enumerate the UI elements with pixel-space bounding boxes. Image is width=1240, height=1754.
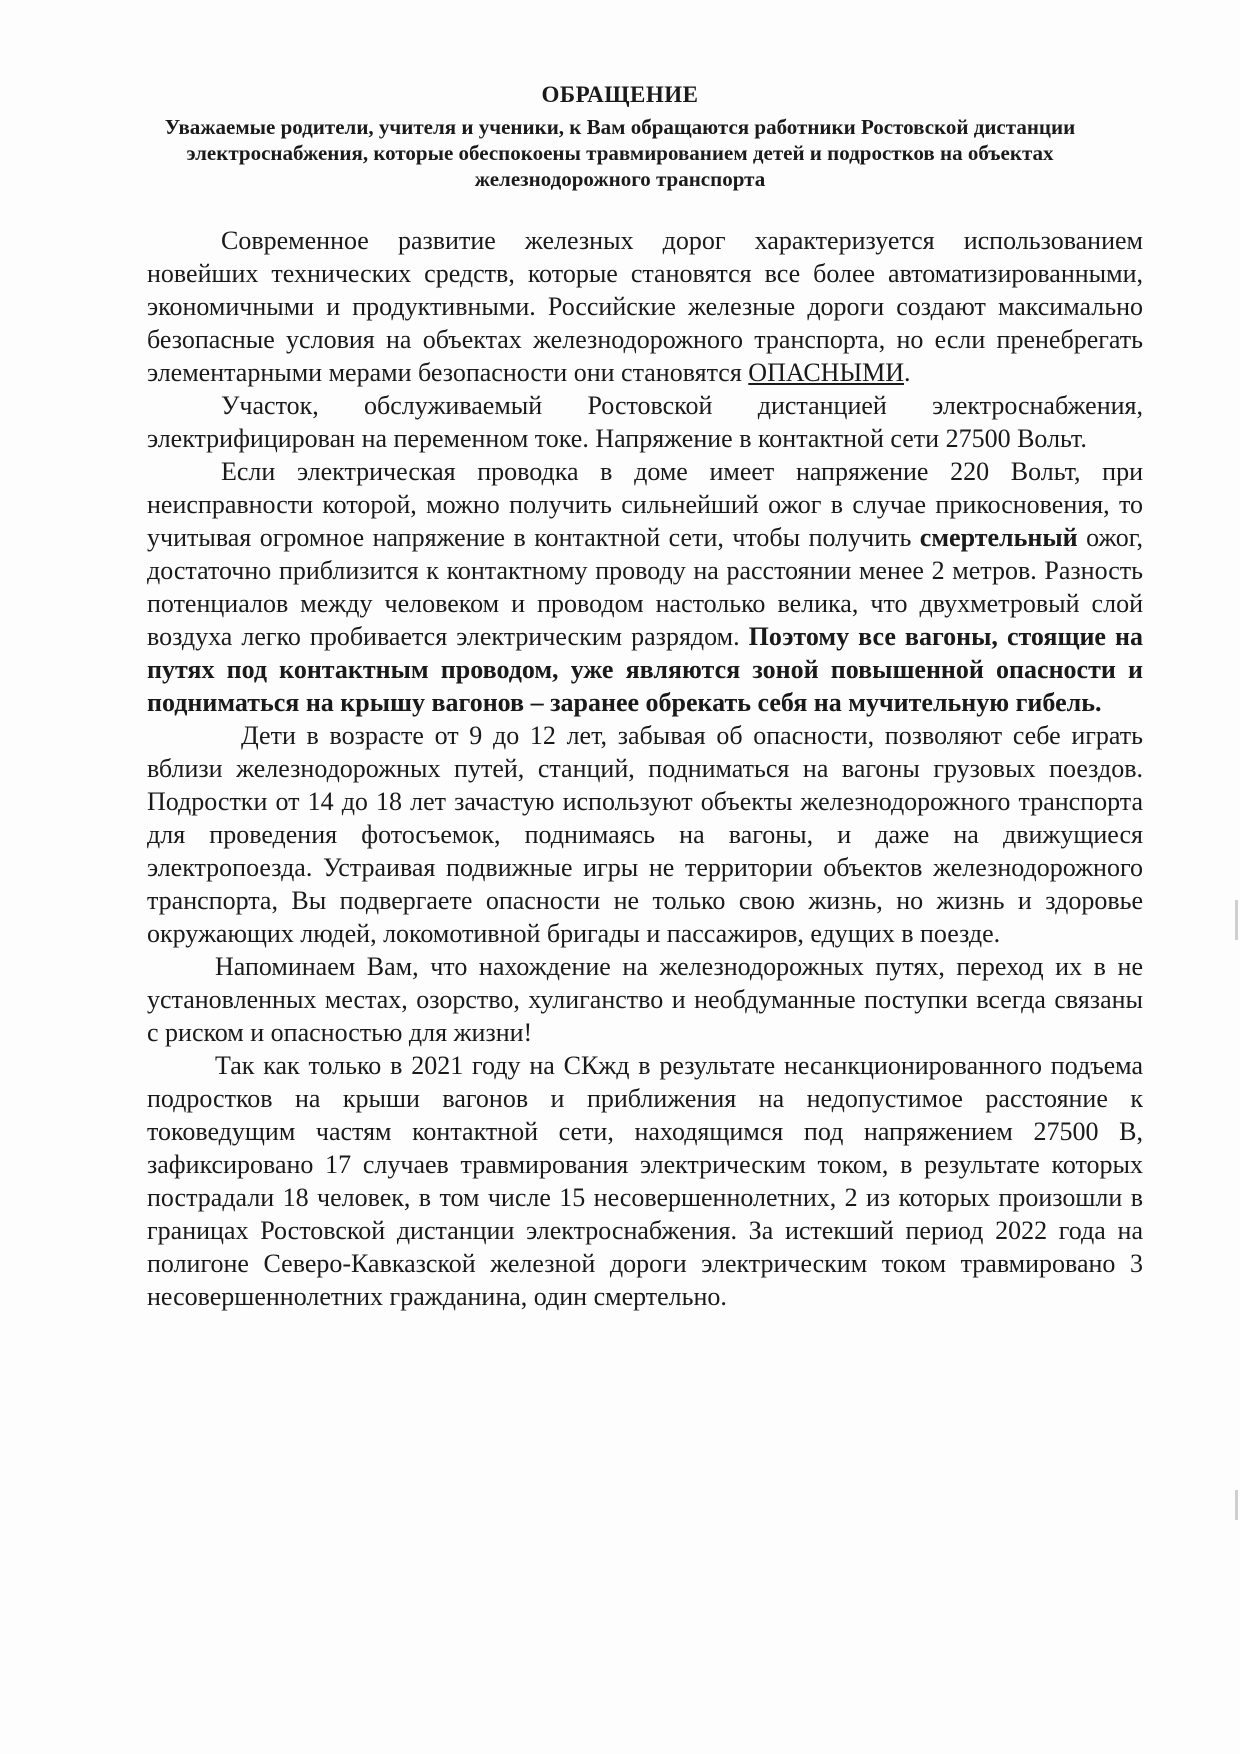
document-title: ОБРАЩЕНИЕ bbox=[541, 82, 699, 107]
paragraph-5: Напоминаем Вам, что нахождение на железнодорожных путях, переход их в не установленных местах, озорство, хулиганство и необдуманные поступки всегда связаны с риском и опасностью для жизни! bbox=[147, 952, 1143, 1047]
scan-edge-mark bbox=[1235, 900, 1238, 940]
document-body bbox=[147, 224, 1143, 1313]
underlined-dangerous-word: ОПАСНЫМИ bbox=[748, 358, 905, 387]
paragraph-3 bbox=[147, 455, 1143, 719]
paragraph-1 bbox=[147, 224, 1143, 389]
paragraph-3-middle: ожог, достаточно приблизится к контактному проводу на расстоянии менее 2 метров. Разность потенциалов между человеком и проводом настолько велика, что двухметровый слой воздуха легко пробивается электрическим разрядом. bbox=[147, 523, 1143, 651]
paragraph-1-end: . bbox=[904, 358, 911, 387]
document-subtitle: Уважаемые родители, учителя и ученики, к Вам обращаются работники Ростовской дистанции электроснабжения, которые обеспокоены травмированием детей и подростков на объектах железнодорожного транспорта bbox=[164, 115, 1076, 191]
paragraph-4: Дети в возрасте от 9 до 12 лет, забывая об опасности, позволяют себе играть вблизи железнодорожных путей, станций, подниматься на вагоны грузовых поездов. Подростки от 14 до 18 лет зачастую используют объекты железнодорожного транспорта для проведения фотосъемок, поднимаясь на вагоны, и даже на движущиеся электропоезда. Устраивая подвижные игры не территории объектов железнодорожного транспорта, Вы подвергаете опасности не только свою жизнь, но жизнь и здоровье окружающих людей, локомотивной бригады и пассажиров, едущих в поезде. bbox=[147, 721, 1143, 948]
bold-deadly-word: смертельный bbox=[919, 523, 1078, 552]
paragraph-1-text: Современное развитие железных дорог характеризуется использованием новейших технических средств, которые становятся все более автоматизированными, экономичными и продуктивными. Российские железные дороги создают максимально безопасные условия на объектах железнодорожного транспорта, но если пренебрегать элементарными мерами безопасности они становятся bbox=[147, 226, 1143, 387]
scan-edge-mark bbox=[1235, 1490, 1238, 1520]
paragraph-6: Так как только в 2021 году на СКжд в результате несанкционированного подъема подростков на крыши вагонов и приближения на недопустимое расстояние к токоведущим частям контактной сети, находящимся под напряжением 27500 В, зафиксировано 17 случаев травмирования электрическим током, в результате которых пострадали 18 человек, в том числе 15 несовершеннолетних, 2 из которых произошли в границах Ростовской дистанции электроснабжения. За истекший период 2022 года на полигоне Северо-Кавказской железной дороги электрическим током травмировано 3 несовершеннолетних гражданина, один смертельно. bbox=[147, 1051, 1143, 1311]
bold-warning-sentence: Поэтому все вагоны, стоящие на путях под контактным проводом, уже являются зоной повышенной опасности и подниматься на крышу вагонов – заранее обрекать себя на мучительную гибель. bbox=[147, 622, 1143, 717]
paragraph-3-text: Если электрическая проводка в доме имеет напряжение 220 Вольт, при неисправности которой, можно получить сильнейший ожог в случае прикосновения, то учитывая огромное напряжение в контактной сети, чтобы получить bbox=[147, 457, 1143, 552]
paragraph-2: Участок, обслуживаемый Ростовской дистанцией электроснабжения, электрифицирован на переменном токе. Напряжение в контактной сети 27500 Вольт. bbox=[147, 391, 1143, 453]
